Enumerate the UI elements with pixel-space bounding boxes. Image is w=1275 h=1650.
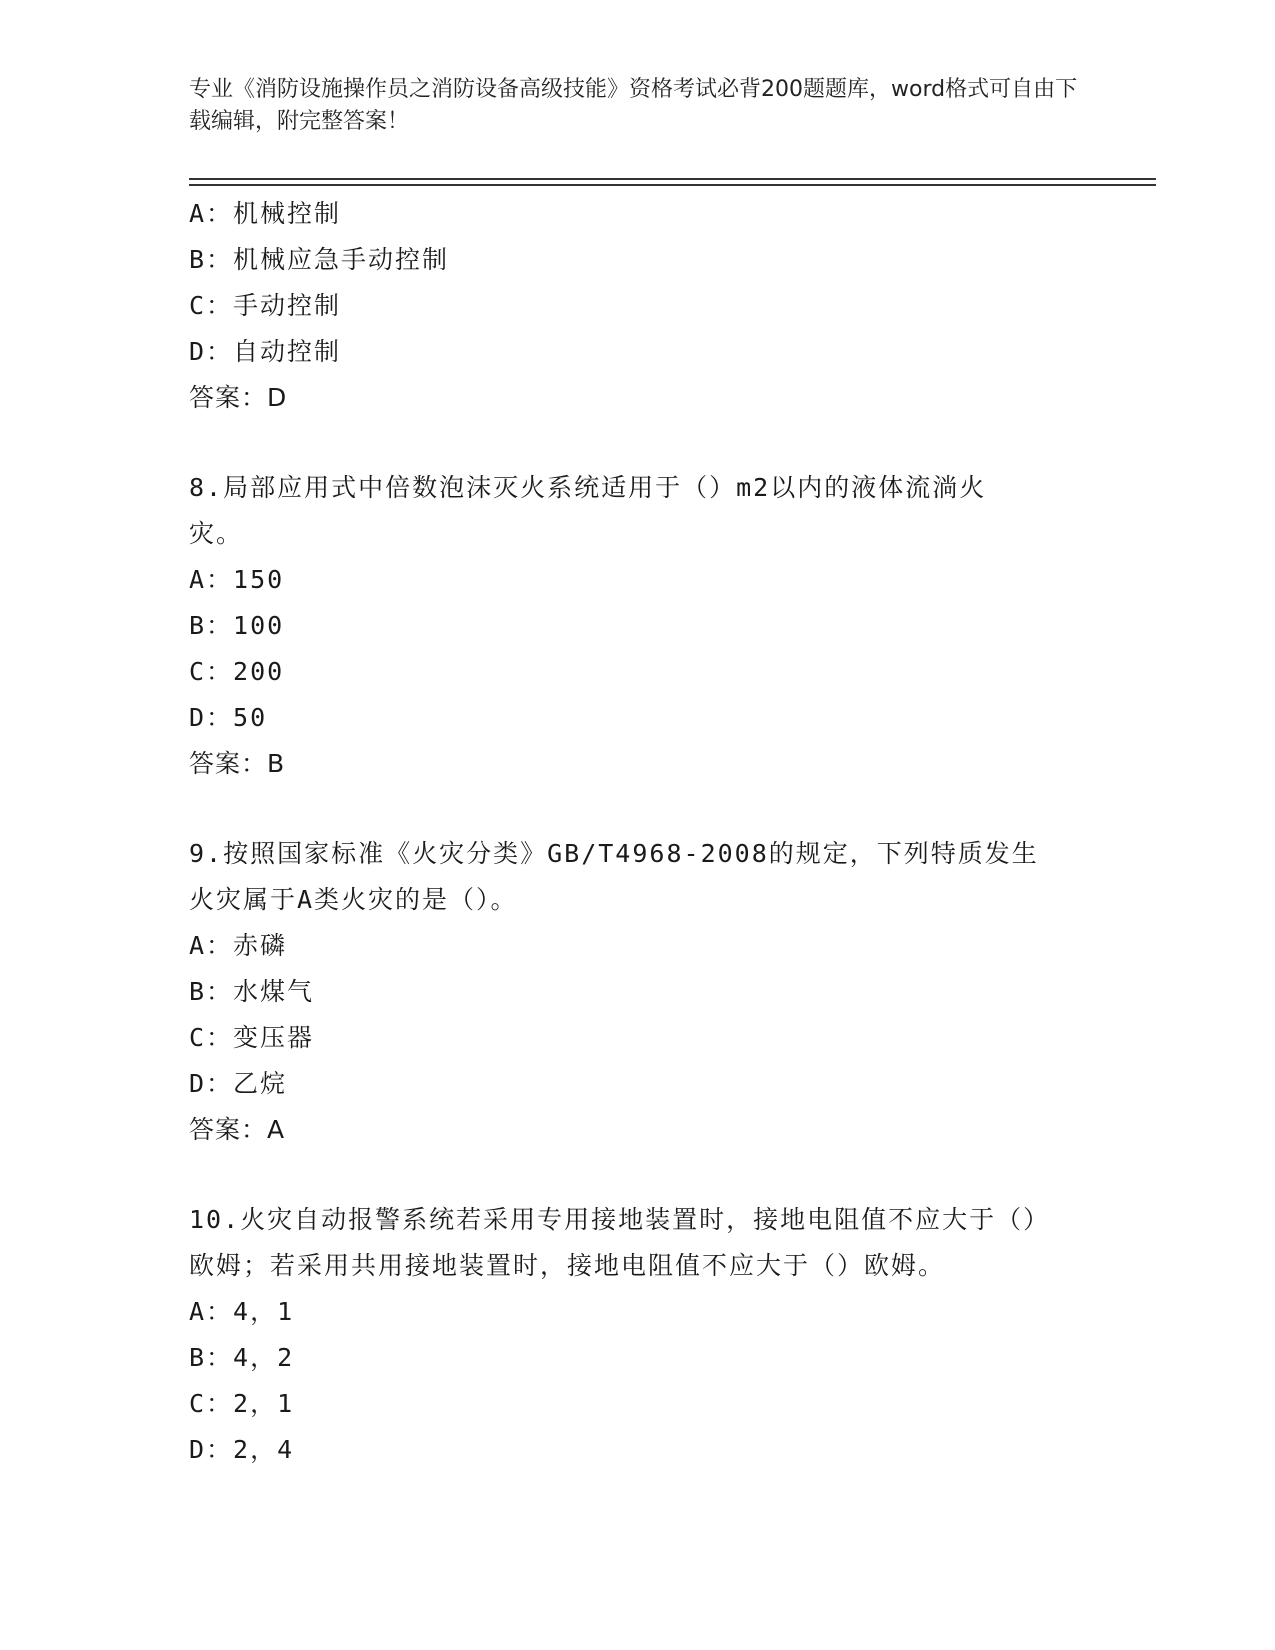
option-d: D：自动控制 — [189, 337, 342, 366]
header-rule-top — [189, 178, 1156, 180]
option-c: C：手动控制 — [189, 291, 342, 320]
spacer — [189, 1153, 1089, 1197]
option-b: B：水煤气 — [189, 977, 315, 1006]
option-a: A：赤磷 — [189, 931, 288, 960]
question-text: 9.按照国家标准《火灾分类》GB/T4968-2008的规定，下列特质发生火灾属于A类火灾的是（）。 — [189, 839, 1039, 914]
answer: 答案：D — [189, 383, 288, 412]
option-c: C：变压器 — [189, 1023, 315, 1052]
answer: 答案：A — [189, 1115, 286, 1144]
option-a: A：4，1 — [189, 1297, 295, 1326]
option-a: A：150 — [189, 565, 285, 594]
option-d: D：2，4 — [189, 1435, 295, 1464]
spacer — [189, 787, 1089, 831]
option-b: B：4，2 — [189, 1343, 295, 1372]
question-10 — [189, 1197, 1089, 1473]
question-text: 10.火灾自动报警系统若采用专用接地装置时，接地电阻值不应大于（）欧姆；若采用共用接地装置时，接地电阻值不应大于（）欧姆。 — [189, 1205, 1051, 1280]
document-header: 专业《消防设施操作员之消防设备高级技能》资格考试必背200题题库，word格式可自由下载编辑，附完整答案！ — [189, 77, 1078, 134]
option-c: C：2，1 — [189, 1389, 295, 1418]
option-d: D：乙烷 — [189, 1069, 288, 1098]
option-c: C：200 — [189, 657, 285, 686]
header-rule-bottom — [189, 184, 1156, 186]
question-text: 8.局部应用式中倍数泡沫灭火系统适用于（）m2以内的液体流淌火灾。 — [189, 473, 987, 548]
option-b: B：100 — [189, 611, 285, 640]
spacer — [189, 421, 1089, 465]
question-9 — [189, 831, 1089, 1153]
question-list — [189, 191, 1089, 1473]
option-a: A：机械控制 — [189, 199, 342, 228]
option-d: D：50 — [189, 703, 268, 732]
option-b: B：机械应急手动控制 — [189, 245, 450, 274]
question-7 — [189, 191, 1089, 421]
answer: 答案：B — [189, 749, 286, 778]
question-8 — [189, 465, 1089, 787]
